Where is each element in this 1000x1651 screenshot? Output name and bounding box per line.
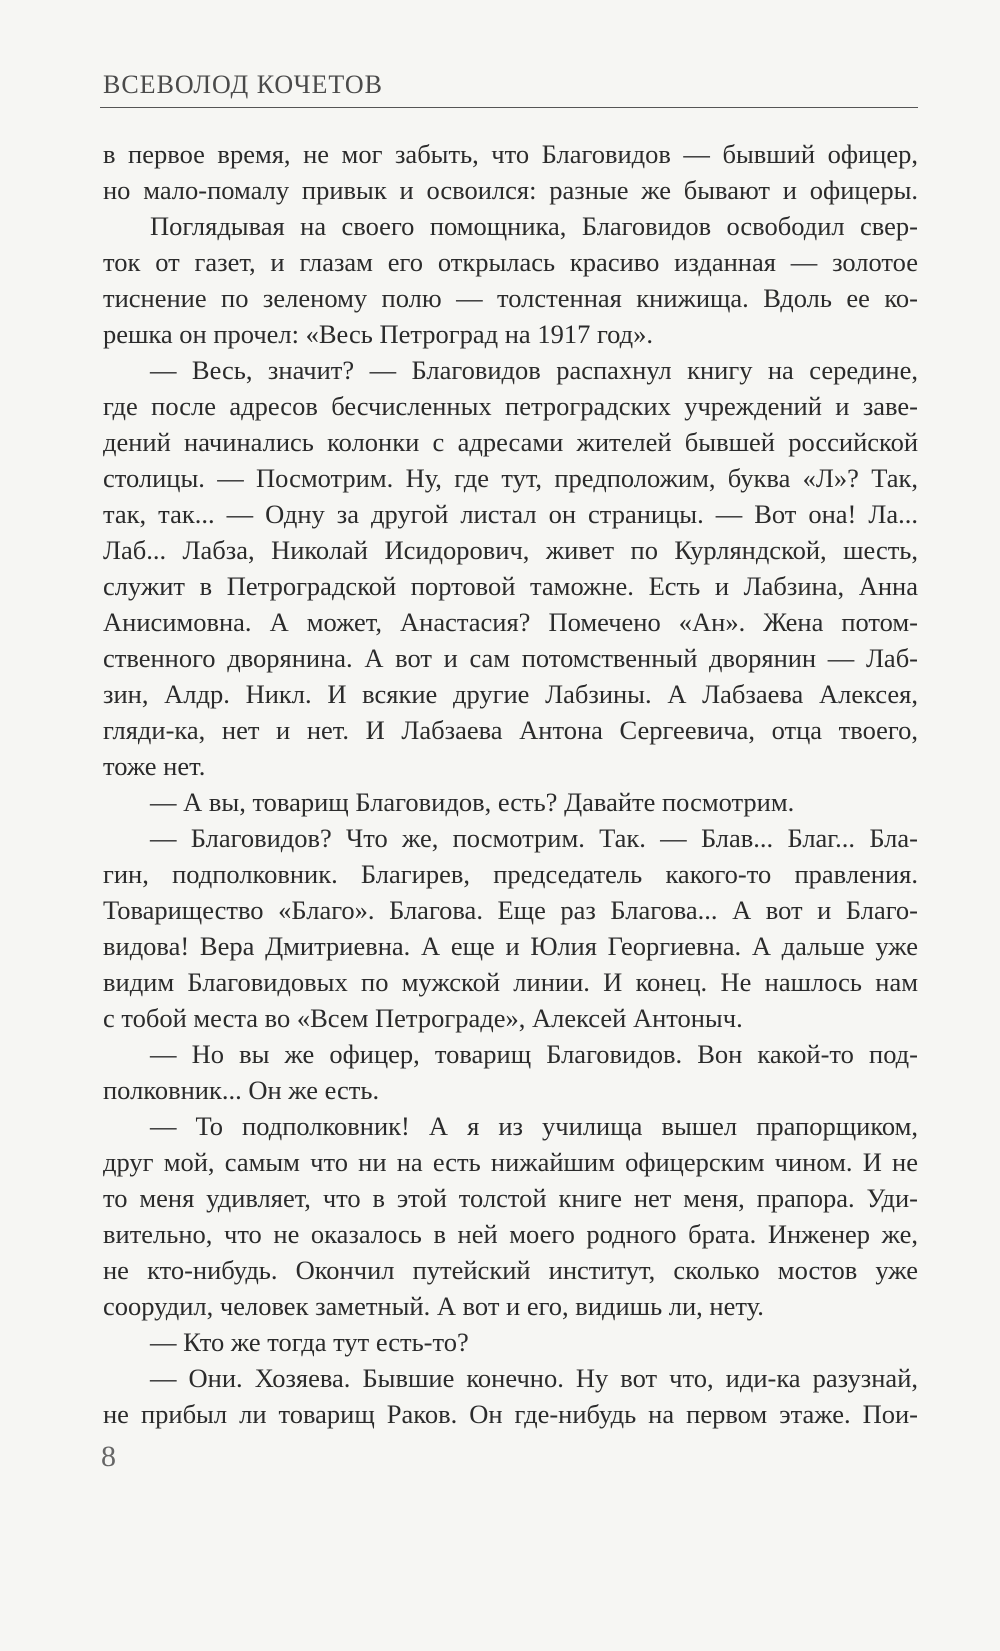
- text-line: зин, Алдр. Никл. И всякие другие Лабзины. А Лабзаева Алексея,: [103, 679, 918, 709]
- text-line: решка он прочел: «Весь Петроград на 1917 год».: [103, 319, 653, 349]
- text-line: — То подполковник! А я из училища вышел прапорщиком,: [150, 1111, 918, 1141]
- text-line: в первое время, не мог забыть, что Благовидов — бывший офицер,: [103, 139, 918, 169]
- text-line: — Они. Хозяева. Бывшие конечно. Ну вот что, иди-ка разузнай,: [150, 1363, 918, 1393]
- text-line: ственного дворянина. А вот и сам потомственный дворянин — Лаб-: [103, 643, 918, 673]
- text-line: гляди-ка, нет и нет. И Лабзаева Антона Сергеевича, отца твоего,: [103, 715, 918, 745]
- text-line: дений начинались колонки с адресами жителей бывшей российской: [103, 427, 918, 457]
- text-line: — Благовидов? Что же, посмотрим. Так. — Блав... Благ... Бла-: [150, 823, 918, 853]
- text-line: тоже нет.: [103, 751, 206, 781]
- text-line: полковник... Он же есть.: [103, 1075, 380, 1105]
- text-line: — А вы, товарищ Благовидов, есть? Давайте посмотрим.: [150, 787, 795, 817]
- text-line: — Но вы же офицер, товарищ Благовидов. Вон какой-то под-: [150, 1039, 918, 1069]
- text-line: не кто-нибудь. Окончил путейский институт, сколько мостов уже: [103, 1255, 918, 1285]
- text-line: вительно, что не оказалось в ней моего родного брата. Инженер же,: [103, 1219, 918, 1249]
- text-line: ток от газет, и глазам его открылась красиво изданная — золотое: [103, 247, 918, 277]
- text-line: Товарищество «Благо». Благова. Еще раз Благова... А вот и Благо-: [103, 895, 918, 925]
- body-text: [103, 136, 918, 1432]
- text-line: друг мой, самым что ни на есть нижайшим офицерским чином. И не: [103, 1147, 918, 1177]
- text-line: столицы. — Посмотрим. Ну, где тут, предположим, буква «Л»? Так,: [103, 463, 918, 493]
- text-line: Поглядывая на своего помощника, Благовидов освободил свер-: [150, 211, 918, 241]
- text-line: видим Благовидовых по мужской линии. И конец. Не нашлось нам: [103, 967, 918, 997]
- text-line: Анисимовна. А может, Анастасия? Помечено «Ан». Жена потом-: [103, 607, 918, 637]
- text-line: тиснение по зеленому полю — толстенная книжища. Вдоль ее ко-: [103, 283, 918, 313]
- text-line: — Весь, значит? — Благовидов распахнул книгу на середине,: [150, 355, 918, 385]
- page-number: 8: [101, 1440, 116, 1473]
- text-line: с тобой места во «Всем Петрограде», Алексей Антоныч.: [103, 1003, 743, 1033]
- text-line: служит в Петроградской портовой таможне. Есть и Лабзина, Анна: [103, 571, 918, 601]
- text-line: не прибыл ли товарищ Раков. Он где-нибудь на первом этаже. Пои-: [103, 1399, 918, 1429]
- text-line: где после адресов бесчисленных петроградских учреждений и заве-: [103, 391, 918, 421]
- text-line: видова! Вера Дмитриевна. А еще и Юлия Георгиевна. А дальше уже: [103, 931, 918, 961]
- header-rule: [100, 107, 918, 108]
- text-line: гин, подполковник. Благирев, председатель какого-то правления.: [103, 859, 918, 889]
- text-line: соорудил, человек заметный. А вот и его, видишь ли, нету.: [103, 1291, 764, 1321]
- text-line: Лаб... Лабза, Николай Исидорович, живет по Курляндской, шесть,: [103, 535, 918, 565]
- text-line: — Кто же тогда тут есть-то?: [150, 1327, 469, 1357]
- text-line: то меня удивляет, что в этой толстой книге нет меня, прапора. Уди-: [103, 1183, 918, 1213]
- running-header: ВСЕВОЛОД КОЧЕТОВ: [103, 70, 383, 99]
- text-line: но мало-помалу привык и освоился: разные же бывают и офицеры.: [103, 175, 918, 205]
- text-line: так, так... — Одну за другой листал он страницы. — Вот она! Ла...: [103, 499, 918, 529]
